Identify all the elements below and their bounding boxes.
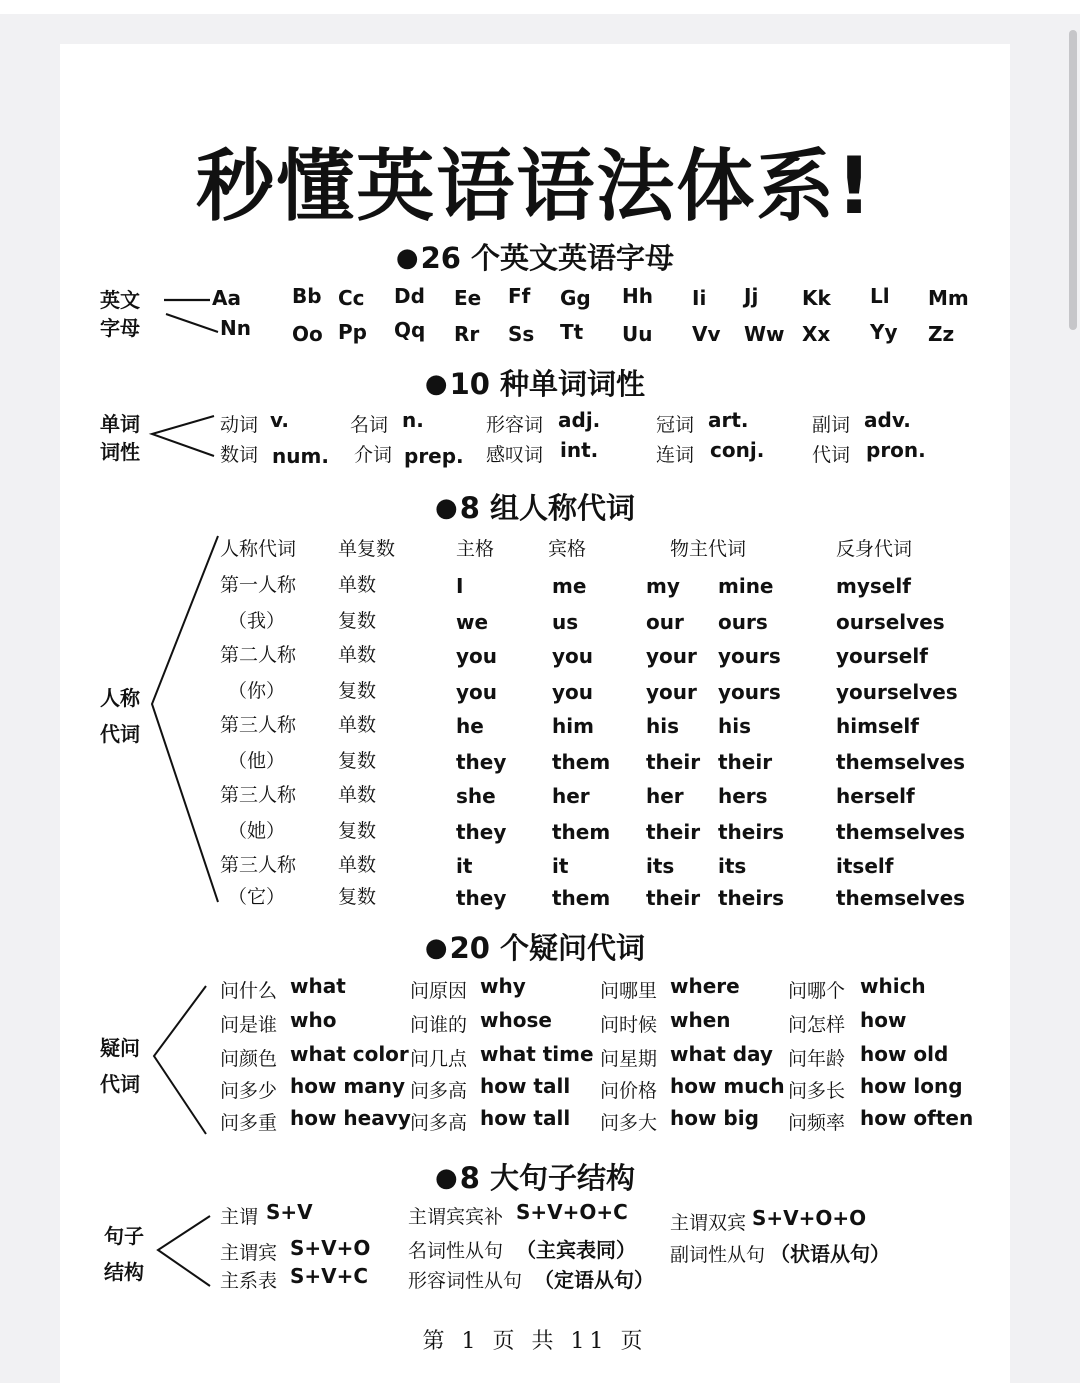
pos-label-cn: 数词 <box>220 444 259 466</box>
letter-pair: Vv <box>692 322 721 346</box>
pronoun-cell-person: （他） <box>228 750 286 772</box>
top-bar <box>0 0 1080 14</box>
interrogative-en: how often <box>860 1106 974 1130</box>
bullet-icon: ● <box>424 369 448 399</box>
pronoun-cell-adj: his <box>646 714 679 738</box>
letter-pair: Cc <box>338 286 365 310</box>
letter-pair: Mm <box>928 286 969 310</box>
pronoun-header: 人称代词 <box>220 538 297 560</box>
pronoun-cell-obj: them <box>552 750 611 774</box>
interrogative-cn: 问什么 <box>220 980 278 1002</box>
pronoun-cell-subj: you <box>456 680 498 704</box>
sentence-label-cn: 主谓宾宾补 <box>408 1206 504 1228</box>
pos-label-cn: 感叹词 <box>486 444 544 466</box>
pronoun-cell-adj: her <box>646 784 684 808</box>
letter-pair: Ll <box>870 284 890 308</box>
pronoun-cell-number: 复数 <box>338 680 377 702</box>
pronoun-cell-refl: themselves <box>836 886 966 910</box>
pronoun-cell-obj: you <box>552 644 594 668</box>
page-title: 秒懂英语语法体系! <box>196 142 874 232</box>
section-heading-sentences: ●8 大句子结构 <box>435 1161 635 1195</box>
pronoun-cell-number: 复数 <box>338 610 377 632</box>
sentence-label-cn: 主谓宾 <box>220 1242 278 1264</box>
interrogative-en: how much <box>670 1074 785 1098</box>
interrogative-en: how heavy <box>290 1106 411 1130</box>
interrogative-en: how old <box>860 1042 949 1066</box>
pronoun-cell-subj: they <box>456 750 507 774</box>
pronoun-cell-number: 复数 <box>338 750 377 772</box>
interrogative-cn: 问几点 <box>410 1048 468 1070</box>
pronoun-cell-adj: your <box>646 680 697 704</box>
pronoun-cell-adj: my <box>646 574 680 598</box>
pronoun-cell-person: 第一人称 <box>220 574 297 596</box>
interrogative-cn: 问是谁 <box>220 1014 278 1036</box>
sentence-formula: （定语从句） <box>534 1268 654 1292</box>
pronoun-cell-subj: you <box>456 644 498 668</box>
section-heading-pos: ●10 种单词词性 <box>424 367 646 401</box>
pos-label-en: num. <box>272 444 329 468</box>
pos-label-cn: 介词 <box>354 444 393 466</box>
pronoun-cell-obj: us <box>552 610 579 634</box>
interrogative-cn: 问多长 <box>788 1080 846 1102</box>
pronoun-cell-person: 第三人称 <box>220 784 297 806</box>
interrogative-cn: 问价格 <box>600 1080 658 1102</box>
pronoun-cell-poss: mine <box>718 574 774 598</box>
pos-label-cn: 冠词 <box>656 414 695 436</box>
interrogative-en: why <box>480 974 526 998</box>
interrogative-en: how many <box>290 1074 406 1098</box>
pronoun-cell-poss: theirs <box>718 886 784 910</box>
section-heading-letters: ●26 个英文英语字母 <box>395 241 675 275</box>
interrogative-cn: 问多高 <box>410 1080 468 1102</box>
pronoun-header: 反身代词 <box>836 538 913 560</box>
pronoun-cell-number: 单数 <box>338 644 377 666</box>
sentence-formula: （主宾表同） <box>516 1238 636 1262</box>
pronoun-cell-subj: they <box>456 886 507 910</box>
pos-side-label: 单词 词性 <box>100 412 140 464</box>
pronoun-header: 物主代词 <box>670 538 747 560</box>
pronoun-cell-adj: our <box>646 610 684 634</box>
pos-label-en: adv. <box>864 408 911 432</box>
letter-pair: Oo <box>292 322 323 346</box>
letter-pair: Pp <box>338 320 367 344</box>
pronoun-cell-number: 单数 <box>338 714 377 736</box>
pronoun-cell-poss: ours <box>718 610 768 634</box>
pronoun-cell-adj: its <box>646 854 675 878</box>
pos-label-cn: 连词 <box>656 444 695 466</box>
pronoun-header: 单复数 <box>338 538 396 560</box>
interrogative-en: how <box>860 1008 907 1032</box>
interrogative-en: how long <box>860 1074 963 1098</box>
pronoun-cell-refl: yourself <box>836 644 928 668</box>
pos-label-cn: 形容词 <box>486 414 544 436</box>
pos-label-cn: 代词 <box>812 444 851 466</box>
letter-pair: Ii <box>692 286 707 310</box>
interrogative-cn: 问原因 <box>410 980 468 1002</box>
pos-label-cn: 动词 <box>220 414 259 436</box>
interrogative-en: where <box>670 974 740 998</box>
letter-pair: Nn <box>220 316 251 340</box>
section-heading-pronouns: ●8 组人称代词 <box>435 491 635 525</box>
sentence-label-cn: 主系表 <box>220 1270 278 1292</box>
pos-label-en: art. <box>708 408 749 432</box>
pronoun-cell-obj: me <box>552 574 587 598</box>
sentence-formula: S+V+C <box>290 1264 369 1288</box>
pronoun-cell-subj: she <box>456 784 496 808</box>
pos-label-en: adj. <box>558 408 601 432</box>
letter-pair: Gg <box>560 286 591 310</box>
pronoun-cell-poss: his <box>718 714 751 738</box>
pronoun-cell-person: （它） <box>228 886 286 908</box>
interrogative-en: how big <box>670 1106 759 1130</box>
pronoun-cell-number: 单数 <box>338 574 377 596</box>
pos-label-en: conj. <box>710 438 765 462</box>
letter-pair: Tt <box>560 320 584 344</box>
interrogative-en: which <box>860 974 926 998</box>
pronoun-cell-refl: yourselves <box>836 680 958 704</box>
pronoun-cell-refl: themselves <box>836 750 966 774</box>
pronoun-cell-poss: theirs <box>718 820 784 844</box>
sentence-label-cn: 主谓 <box>220 1206 259 1228</box>
scrollbar-thumb[interactable] <box>1069 30 1077 330</box>
pronoun-cell-subj: he <box>456 714 484 738</box>
pronoun-cell-person: 第二人称 <box>220 644 297 666</box>
letter-pair: Dd <box>394 284 425 308</box>
letter-pair: Bb <box>292 284 322 308</box>
pos-label-en: pron. <box>866 438 926 462</box>
pronoun-cell-poss: hers <box>718 784 768 808</box>
pos-label-en: v. <box>270 408 290 432</box>
interrogative-cn: 问怎样 <box>788 1014 846 1036</box>
pronoun-cell-person: 第三人称 <box>220 714 297 736</box>
interrogative-en: what time <box>480 1042 594 1066</box>
document-page <box>60 44 1010 1383</box>
bullet-icon: ● <box>395 243 419 273</box>
pronoun-cell-subj: we <box>456 610 489 634</box>
letter-pair: Kk <box>802 286 831 310</box>
interrogative-cn: 问多重 <box>220 1112 278 1134</box>
pronoun-cell-person: （你） <box>228 680 286 702</box>
sentence-formula: （状语从句） <box>770 1242 890 1266</box>
pronoun-cell-poss: their <box>718 750 773 774</box>
letter-pair: Uu <box>622 322 653 346</box>
letter-pair: Zz <box>928 322 955 346</box>
interrogative-en: what color <box>290 1042 409 1066</box>
pronoun-cell-poss: yours <box>718 680 781 704</box>
pronoun-cell-refl: himself <box>836 714 919 738</box>
interrogative-cn: 问多少 <box>220 1080 278 1102</box>
pronoun-cell-poss: its <box>718 854 747 878</box>
pronoun-cell-number: 单数 <box>338 784 377 806</box>
pronoun-cell-refl: itself <box>836 854 894 878</box>
interrogative-cn: 问哪里 <box>600 980 658 1002</box>
page-footer: 第 1 页 共 11 页 <box>422 1329 648 1354</box>
letters-side-label: 英文 字母 <box>100 288 140 340</box>
interrogative-en: how tall <box>480 1106 571 1130</box>
interrogative-en: who <box>290 1008 337 1032</box>
sentence-formula: S+V <box>266 1200 313 1224</box>
pronoun-cell-obj: it <box>552 854 569 878</box>
interrogative-cn: 问颜色 <box>220 1048 278 1070</box>
pos-label-en: n. <box>402 408 424 432</box>
pos-label-en: int. <box>560 438 599 462</box>
pronoun-cell-subj: I <box>456 574 464 598</box>
pronoun-cell-number: 复数 <box>338 820 377 842</box>
pronoun-cell-refl: themselves <box>836 820 966 844</box>
interrogative-cn: 问哪个 <box>788 980 846 1002</box>
sentence-label-cn: 主谓双宾 <box>670 1212 747 1234</box>
interrogative-en: whose <box>480 1008 552 1032</box>
interrogative-en: how tall <box>480 1074 571 1098</box>
interrogative-en: what day <box>670 1042 773 1066</box>
pronoun-cell-obj: him <box>552 714 594 738</box>
pronoun-header: 主格 <box>456 538 495 560</box>
pronoun-cell-person: （我） <box>228 610 286 632</box>
pronoun-cell-subj: it <box>456 854 473 878</box>
pronoun-cell-subj: they <box>456 820 507 844</box>
pronoun-cell-obj: them <box>552 886 611 910</box>
section-heading-interrogatives: ●20 个疑问代词 <box>424 931 646 965</box>
interrogative-cn: 问星期 <box>600 1048 658 1070</box>
scrollbar-track[interactable] <box>1066 14 1080 1383</box>
sentence-formula: S+V+O+C <box>516 1200 628 1224</box>
pronoun-cell-adj: their <box>646 886 701 910</box>
sentence-label-cn: 副词性从句 <box>670 1244 766 1266</box>
letter-pair: Hh <box>622 284 653 308</box>
sentence-formula: S+V+O <box>290 1236 371 1260</box>
pronoun-cell-refl: myself <box>836 574 911 598</box>
letter-pair: Rr <box>454 322 480 346</box>
pronoun-cell-person: （她） <box>228 820 286 842</box>
pos-label-cn: 副词 <box>812 414 851 436</box>
pronoun-header: 宾格 <box>548 538 587 560</box>
interrogative-cn: 问多高 <box>410 1112 468 1134</box>
letter-pair: Jj <box>744 284 759 308</box>
letter-pair: Ff <box>508 284 531 308</box>
pronouns-side-label: 人称 代词 <box>100 686 140 746</box>
letter-pair: Ww <box>744 322 785 346</box>
pronoun-cell-adj: their <box>646 820 701 844</box>
bullet-icon: ● <box>435 493 458 523</box>
pronoun-cell-refl: ourselves <box>836 610 945 634</box>
interrogative-cn: 问年龄 <box>788 1048 846 1070</box>
pronoun-cell-adj: their <box>646 750 701 774</box>
interrogative-en: when <box>670 1008 731 1032</box>
pronoun-cell-obj: them <box>552 820 611 844</box>
pronoun-cell-obj: her <box>552 784 590 808</box>
letter-pair: Xx <box>802 322 831 346</box>
letter-pair: Aa <box>212 286 241 310</box>
sentence-label-cn: 名词性从句 <box>408 1240 504 1262</box>
letter-pair: Qq <box>394 318 426 342</box>
pronoun-cell-poss: yours <box>718 644 781 668</box>
interrogative-cn: 问频率 <box>788 1112 846 1134</box>
interrogatives-side-label: 疑问 代词 <box>100 1036 140 1096</box>
letter-pair: Ss <box>508 322 535 346</box>
interrogative-cn: 问多大 <box>600 1112 658 1134</box>
sentence-label-cn: 形容词性从句 <box>408 1270 523 1292</box>
pos-label-cn: 名词 <box>350 414 389 436</box>
sentence-formula: S+V+O+O <box>752 1206 867 1230</box>
bullet-icon: ● <box>424 933 448 963</box>
letter-pair: Yy <box>870 320 898 344</box>
pronoun-cell-number: 单数 <box>338 854 377 876</box>
interrogative-cn: 问时候 <box>600 1014 658 1036</box>
pronoun-cell-refl: herself <box>836 784 915 808</box>
interrogative-en: what <box>290 974 346 998</box>
pronoun-cell-number: 复数 <box>338 886 377 908</box>
letter-pair: Ee <box>454 286 482 310</box>
sentences-side-label: 句子 结构 <box>104 1224 144 1284</box>
pronoun-cell-adj: your <box>646 644 697 668</box>
interrogative-cn: 问谁的 <box>410 1014 468 1036</box>
pronoun-cell-obj: you <box>552 680 594 704</box>
bullet-icon: ● <box>435 1163 458 1193</box>
pronoun-cell-person: 第三人称 <box>220 854 297 876</box>
pos-label-en: prep. <box>404 444 464 468</box>
